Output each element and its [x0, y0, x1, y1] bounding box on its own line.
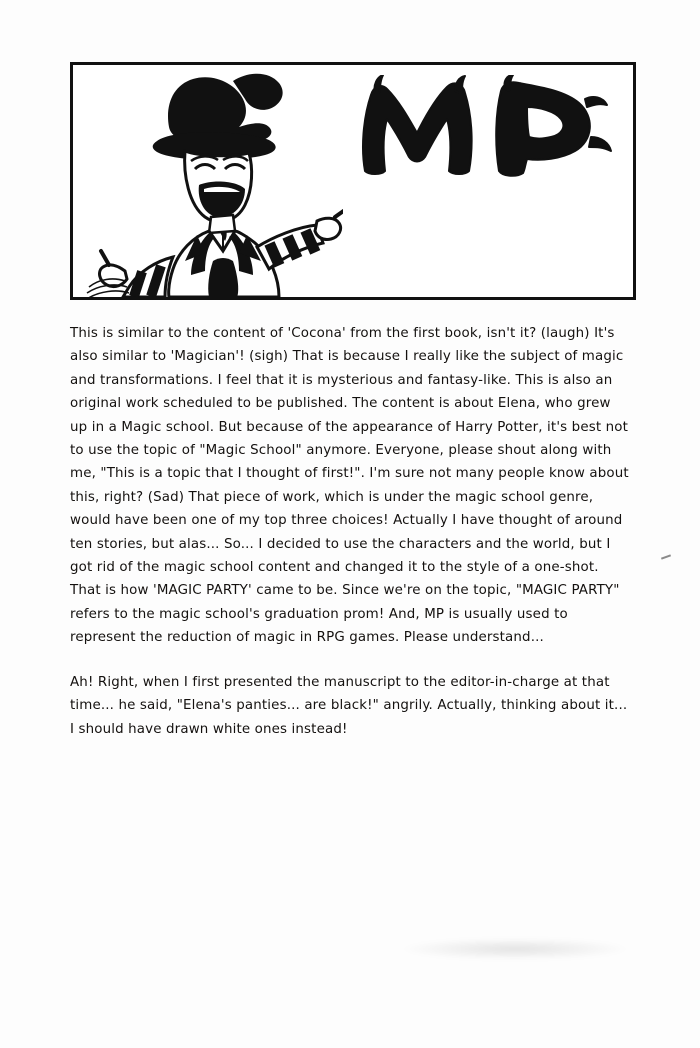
mp-logo [355, 75, 625, 185]
panel-artwork [73, 65, 633, 297]
afterword-text [70, 322, 632, 741]
paragraph-1: This is similar to the content of 'Cocona' from the first book, isn't it? (laugh) It's also similar to 'Magician'! (sigh) That is because I really like the subject of magic and transformations. I feel that it is mysterious and fantasy-like. This is also an original work scheduled to be published. The content is about Elena, who grew up in a Magic school. But because of the appearance of Harry Potter, it's best not to use the topic of "Magic School" anymore. Everyone, please shout along with me, "This is a topic that I thought of first!". I'm sure not many people know about this, right? (Sad) That piece of work, which is under the magic school genre, would have been one of my top three choices! Actually I have thought of around ten stories, but alas... So... I decided to use the characters and the world, but I got rid of the magic school content and changed it to the style of a one-shot. That is how 'MAGIC PARTY' came to be. Since we're on the topic, "MAGIC PARTY" refers to the magic school's graduation prom! And, MP is usually used to represent the reduction of magic in RPG games. Please understand... [70, 326, 634, 646]
page-smudge [400, 938, 630, 960]
paragraph-2: Ah! Right, when I first presented the manuscript to the editor-in-charge at that time... he said, "Elena's panties... are black!" angrily. Actually, thinking about it... I should have drawn white ones instead! [70, 674, 632, 737]
magician-character-illustration [73, 65, 343, 297]
stray-ink-mark [661, 554, 671, 559]
manga-panel [70, 62, 636, 300]
